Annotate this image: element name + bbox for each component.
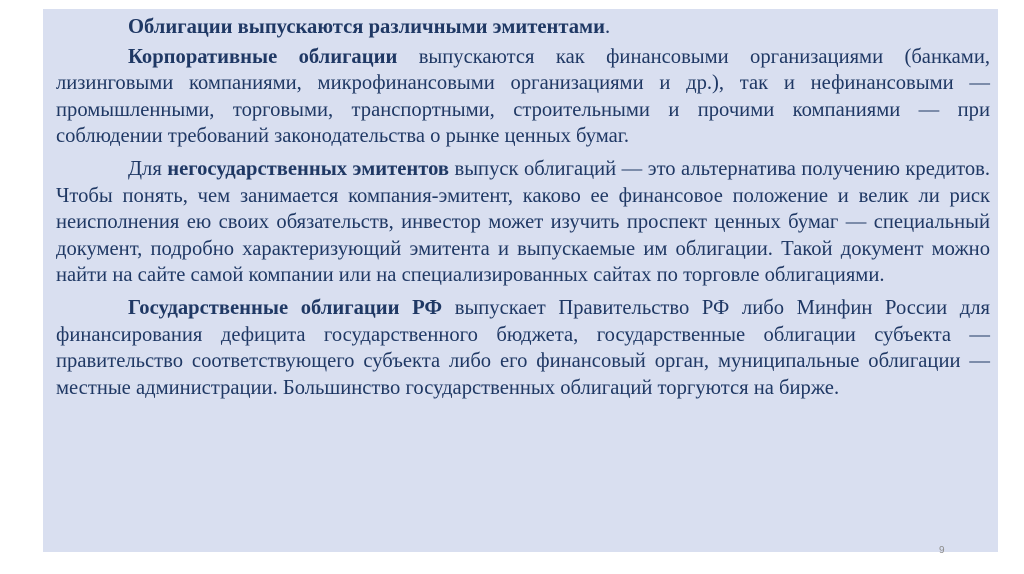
intro-bold-text: Облигации выпускаются различными эмитентами bbox=[128, 16, 605, 38]
paragraph-nongovernment-issuers bbox=[56, 156, 990, 289]
page-number: 9 bbox=[939, 545, 945, 556]
paragraph-intro bbox=[56, 14, 990, 41]
corporate-bold-text: Корпоративные облигации bbox=[128, 45, 398, 68]
nongov-rest-text: выпуск облигаций — это альтернатива получению кредитов. Чтобы понять, чем занимается компания-эмитент, каково ее финансовое положение и велик ли риск неисполнения ею своих обязательств, инвестор может изучить проспект ценных бумаг — специальный документ, подробно характеризующий эмитента и выпускаемые им облигации. Такой документ можно найти на сайте самой компании или на специализированных сайтах по торговле облигациями. bbox=[56, 157, 990, 287]
nongov-bold-text: негосударственных эмитентов bbox=[167, 157, 450, 180]
government-rest-text: выпускает Правительство РФ либо Минфин России для финансирования дефицита государственного бюджета, государственные облигации субъекта — правительство соответствующего субъекта либо его финансовый орган, муниципальные облигации — местные администрации. Большинство государственных облигаций торгуются на бирже. bbox=[56, 296, 990, 399]
slide-text bbox=[56, 14, 990, 407]
intro-rest-text: . bbox=[604, 16, 611, 38]
paragraph-government-bonds bbox=[56, 295, 990, 401]
nongov-lead-text: Для bbox=[128, 157, 168, 180]
corporate-rest-text: выпускаются как финансовыми организациями (банками, лизинговыми компаниями, микрофинансовыми организациями и др.), так и нефинансовыми — промышленными, торговыми, транспортными, строительными и прочими компаниями — при соблюдении требований законодательства о рынке ценных бумаг. bbox=[56, 45, 991, 148]
government-bold-text: Государственные облигации РФ bbox=[128, 296, 443, 319]
paragraph-corporate-bonds bbox=[56, 44, 990, 150]
